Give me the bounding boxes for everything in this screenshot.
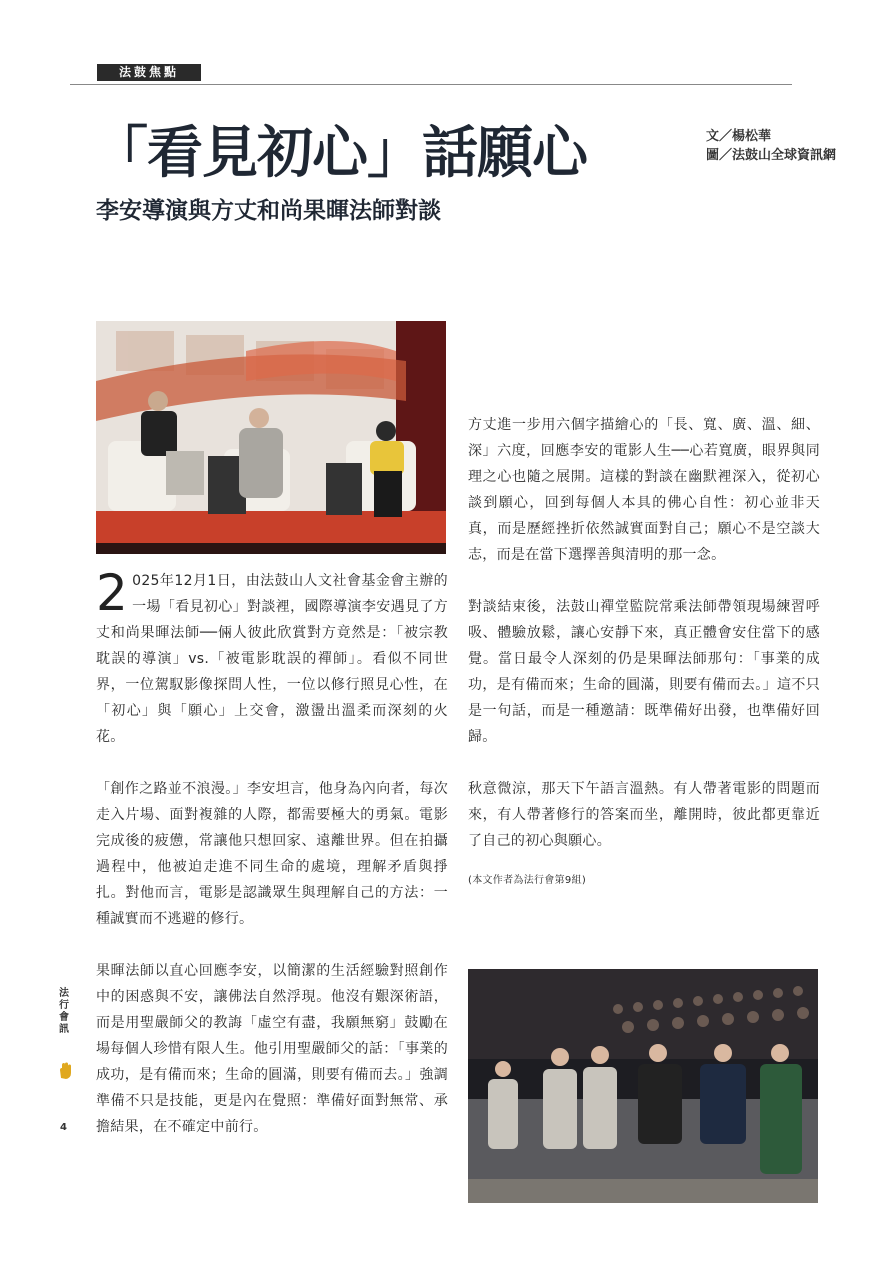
right-column [468,412,820,914]
hand-icon [58,1062,72,1080]
paragraph: 秋意微涼，那天下午語言溫熱。有人帶著電影的問題而來，有人帶著修行的答案而坐，離開時，彼此都更靠近了自己的初心與願心。 [468,781,820,849]
credits [706,127,836,165]
author-credit: 文／楊松華 [706,129,772,144]
left-column [96,564,448,1166]
section-tag: 法鼓焦點 [97,64,201,81]
vertical-brand: 法行會訊 [59,988,69,1035]
paragraph: 「創作之路並不浪漫。」李安坦言，他身為內向者，每次走入片場、面對複雜的人際，都需要極大的勇氣。電影完成後的疲憊，常讓他只想回家、遠離世界。但在拍攝過程中，他被迫走進不同生命的處境，理解矛盾與掙扎。對他而言，電影是認識眾生與理解自己的方法：一種誠實而不逃避的修行。 [96,781,448,927]
paragraph: 方丈進一步用六個字描繪心的「長、寬、廣、溫、細、深」六度，回應李安的電影人生──心若寬廣，眼界與同理之心也隨之展開。這樣的對談在幽默裡深入，從初心談到願心，回到每個人本具的佛心自性：初心並非天真，而是歷經挫折依然誠實面對自己；願心不是空談大志，而是在當下選擇善與清明的那一念。 [468,417,820,563]
article-subtitle: 李安導演與方丈和尚果暉法師對談 [96,197,441,224]
paragraph: 果暉法師以直心回應李安，以簡潔的生活經驗對照創作中的困惑與不安，讓佛法自然浮現。他沒有艱深術語，而是用聖嚴師父的教誨「虛空有盡，我願無窮」鼓勵在場每個人珍惜有限人生。他引用聖嚴師父的話：「事業的成功，是有備而來；生命的圓滿，則要有備而去。」強調準備不只是技能，更是內在覺照：準備好面對無常、承擔結果，在不確定中前行。 [96,963,448,1135]
stage-dialogue-photo [96,321,446,554]
paragraph [96,564,448,750]
header-divider [70,84,792,85]
author-note: (本文作者為法行會第9組) [468,875,587,886]
drop-cap: 2 [96,564,129,622]
page-number: 4 [60,1122,67,1133]
photo-credit: 圖／法鼓山全球資訊網 [706,148,837,163]
paragraph-text: 025年12月1日，由法鼓山人文社會基金會主辦的一場「看見初心」對談裡，國際導演李安遇見了方丈和尚果暉法師──倆人彼此欣賞對方竟然是：「被宗教耽誤的導演」vs.「被電影耽誤的禪師」。看似不同世界，一位駕馭影像探問人性，一位以修行照見心性，在「初心」與「願心」上交會，激盪出溫柔而深刻的火花。 [96,573,448,745]
paragraph: 對談結束後，法鼓山禪堂監院常乘法師帶領現場練習呼吸、體驗放鬆，讓心安靜下來，真正體會安住當下的感覺。當日最令人深刻的仍是果暉法師那句：「事業的成功，是有備而來；生命的圓滿，則要有備而去。」這不只是一句話，而是一種邀請：既準備好出發，也準備好回歸。 [468,599,820,745]
audience-photo [468,969,818,1203]
article-title: 「看見初心」話願心 [92,120,587,186]
